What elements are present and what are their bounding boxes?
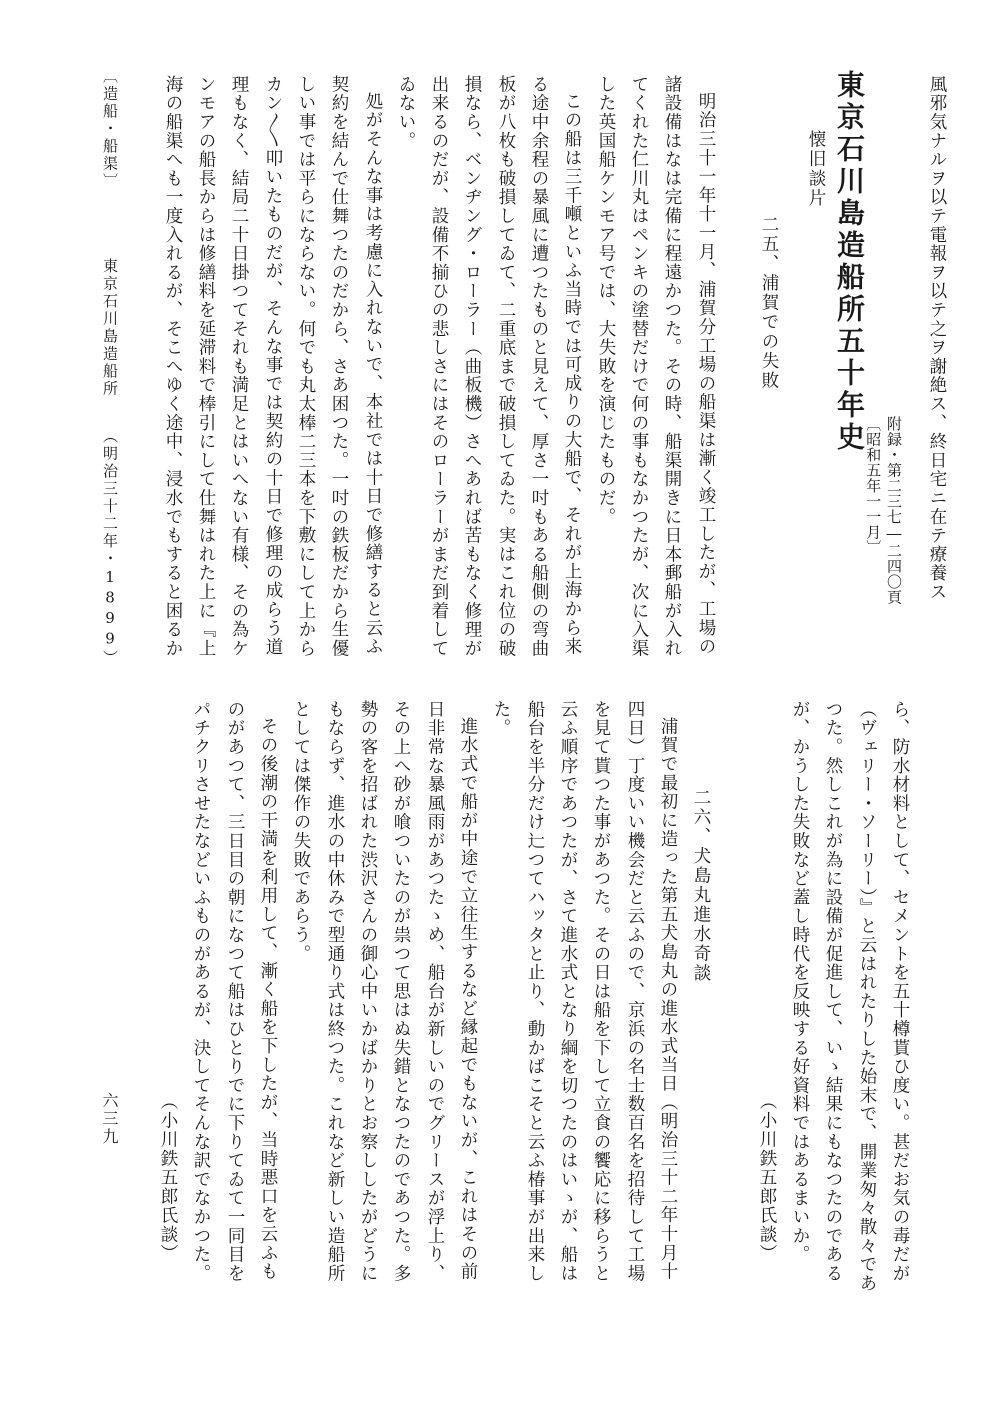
text-line: ゐない。: [396, 75, 416, 151]
text-line: その上へ砂が喰ついたのが祟つて思はぬ失錯となつたのであつた。多: [391, 700, 411, 1283]
text-line: る途中余程の暴風に遭つたものと見えて、厚さ一吋もある船側の弯曲: [529, 75, 549, 658]
source-citation: [864, 416, 904, 605]
text-line: 船台を半分だけ辷つてハッタと止り、動かばこそと云ふ椿事が出来し: [525, 700, 545, 1283]
text-line: 諸設備はなは完備に程遠かつた。その時、船渠開きに日本郵船が入れ: [662, 75, 682, 658]
text-line: を見て貰つた事があつた。その日は船を下して立食の饗応に移らうと: [591, 700, 611, 1283]
text-line: が、かうした失敗など蓋し時代を反映する好資料ではあるまいか。: [790, 700, 810, 1264]
text-line: しい事では平らにならない。何でも丸太棒二三本を下敷にして上から: [296, 75, 316, 658]
text-line: 処がそんな事は考慮に入れないで、本社では十日で修繕すると云ふ: [363, 92, 383, 656]
text-line: てくれた仁川丸はペンキの塗替だけで何の事もなかつたが、次に入渠: [629, 75, 649, 658]
text-line: としては傑作の失敗であらう。: [291, 700, 311, 964]
text-line: 日非常な暴風雨があつたゝめ、船台が新しいのでグリースが浮上り、: [425, 700, 445, 1283]
text-line: 明治三十一年十一月、浦賀分工場の船渠は漸く竣工したが、工場の: [696, 92, 716, 656]
text-line: この船は三千噸といふ当時では可成りの大船で、それが上海から来: [562, 92, 582, 656]
text-line: 板が八枚も破損してゐて、二重底まで破損してゐた。実はこれ位の破: [496, 75, 516, 658]
text-line: 進水式で船が中途で立往生するなど縁起でもないが、これはその前: [458, 717, 478, 1281]
text-line: 理もなく、結局二十日掛つてそれも満足とはいへない有様、その為ケ: [229, 75, 249, 658]
footer-category: 〔造船・船渠〕: [101, 68, 119, 191]
text-line: 四日）丁度いい機会だと云ふので、京浜の名士数百名を招待して工場: [625, 700, 645, 1283]
intro-line: 風邪気ナルヲ以テ電報ヲ以テ之ヲ謝絶ス、終日宅ニ在テ療養ス: [927, 75, 947, 602]
text-line: その後潮の干満を利用して、漸く船を下したが、当時悪口を云ふも: [258, 717, 278, 1281]
document-title: 東京石川島造船所五十年史: [833, 70, 866, 454]
text-line: 海の船渠へも一度入れるが、そこへゆく途中、浸水でもすると困るか: [163, 75, 183, 658]
source-citation-date: 〔昭和五年一一月〕: [864, 416, 883, 556]
text-line: 浦賀で最初に造った第五犬島丸の進水式当日（明治三十二年十月十: [658, 717, 678, 1281]
text-line: （ヴェリー・ソーリー）』と云はれたりした始末で、開業匆々散々であ: [857, 700, 877, 1293]
text-line: もならず、進水の中休みで型通り式は終つた。これなど新しい造船所: [325, 700, 345, 1283]
section-26-heading: 二六、犬島丸進水奇談: [691, 788, 711, 983]
text-line: つた。然しこれが為に設備が促進して、いゝ結果にもなつたのである: [823, 700, 843, 1283]
text-line: した英国船ケンモア号では、大失敗を演じたものだ。: [596, 75, 616, 527]
source-citation-pages: 附録・第二三七―二四〇頁: [885, 416, 903, 605]
text-line: た。: [491, 700, 511, 738]
text-line: 出来るのだが、設備不揃ひの悲しさにはそのローラーがまだ到着して: [429, 75, 449, 658]
section-25-heading: 二五、浦賀での失敗: [759, 215, 779, 391]
page-number: 六三九: [100, 1092, 119, 1146]
text-line: 契約を結んで仕舞つたのだから、さあ困つた。一吋の鉄板だから生優: [329, 75, 349, 658]
section-26-credit: （小川鉄五郎氏談）: [158, 1092, 178, 1263]
footer-date: （明治三十二年・1899）: [101, 428, 119, 668]
text-line: パチクリさせたなどいふものがあるが、決してそんな訳でなかつた。: [191, 700, 211, 1283]
footer-company: 東京石川島造船所: [101, 258, 119, 398]
text-line: カン〳〵叩いたものだが、そんな事では契約の十日で修理の成らう道: [263, 75, 283, 657]
text-line: 云ふ順序であつたが、さて進水式となり綱を切つたのはいゝが、船は: [558, 700, 578, 1283]
text-line: 勢の客を招ばれた渋沢さんの御心中いかばかりとお察ししたがどうに: [358, 700, 378, 1283]
text-line: ら、防水材料として、セメントを五十樽貰ひ度い。甚だお気の毒だが: [890, 700, 910, 1283]
text-line: ンモアの船長からは修繕料を延滞料で棒引にして仕舞はれた上に『上: [196, 75, 216, 658]
section-25-credit: （小川鉄五郎氏談）: [757, 1092, 777, 1263]
text-line: のがあつて、三日目の朝になつて船はひとりでに下りてゐて一同目を: [225, 700, 245, 1283]
text-line: 損なら、ベンヂング・ローラー（曲板機）さへあれば苦もなく修理が: [462, 75, 482, 658]
section-label: 懐旧談片: [806, 130, 826, 208]
